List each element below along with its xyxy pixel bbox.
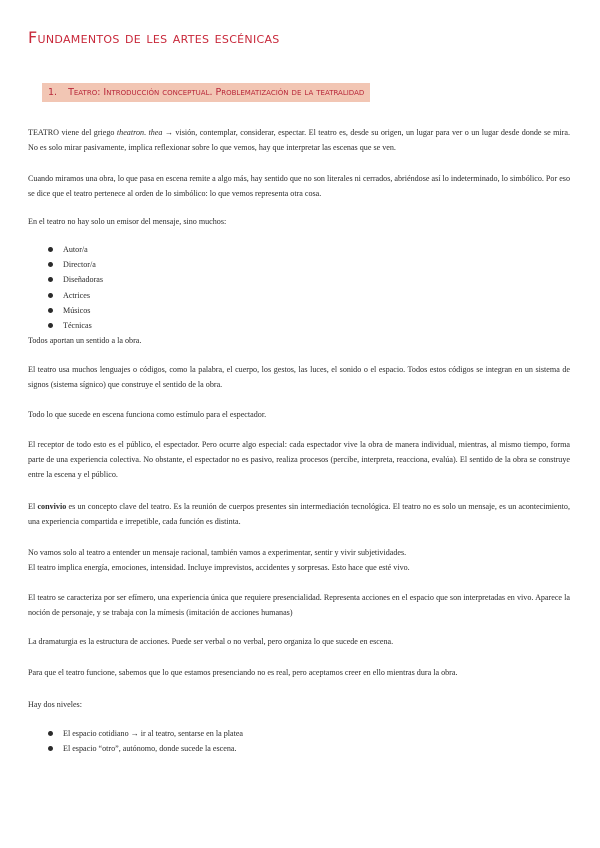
section-heading-text: Teatro: Introducción conceptual. Problematización de la teatralidad xyxy=(68,87,365,98)
paragraph-convention xyxy=(28,665,570,680)
list-item: Actrices xyxy=(28,288,103,303)
p9b-text: El teatro implica energía, emociones, intensidad. Incluye imprevistos, accidentes y sorpresas. Esto hace que esté vivo. xyxy=(28,563,410,572)
list-item: Diseñadoras xyxy=(28,272,103,287)
list-item: Director/a xyxy=(28,257,103,272)
paragraph-levels-intro xyxy=(28,697,570,712)
p4-text: Todos aportan un sentido a la obra. xyxy=(28,336,142,345)
paragraph-meaning xyxy=(28,333,570,348)
p8-term-convivio: convivio xyxy=(37,502,67,511)
p8-text-a: El xyxy=(28,502,38,511)
p1-text-a: TEATRO viene del griego xyxy=(28,128,117,137)
p11-text: La dramaturgia es la estructura de acciones. Puede ser verbal o no verbal, pero organiza lo que sucede en escena. xyxy=(28,637,394,646)
paragraph-ephemeral xyxy=(28,590,570,620)
paragraph-experience xyxy=(28,545,570,575)
list-item: Músicos xyxy=(28,303,103,318)
list-item: El espacio cotidiano → ir al teatro, sentarse en la platea xyxy=(28,726,243,741)
p1-text-e: → visión, contemplar, considerar, espectar. El teatro es, desde su origen, un lugar para ver o un lugar desde donde se mira. No es solo mirar pasivamente, implica reflexionar sobre lo que vemos, hay que interpretar las escenas que se ven. xyxy=(28,128,570,152)
p6-text: Todo lo que sucede en escena funciona como estímulo para el espectador. xyxy=(28,410,267,419)
paragraph-codes xyxy=(28,362,570,392)
paragraph-receiver xyxy=(28,437,570,482)
p5-text: El teatro usa muchos lenguajes o códigos, como la palabra, el cuerpo, los gestos, las luces, el sonido o el espacio. Todos estos códigos se integran en un sistema de signos (sistema sígnico) que construye el sentido de la obra. xyxy=(28,365,570,389)
p3-text: En el teatro no hay solo un emisor del mensaje, sino muchos: xyxy=(28,217,227,226)
section-heading xyxy=(42,83,370,102)
p1-term-thea: thea xyxy=(148,128,163,137)
list-item: Técnicas xyxy=(28,318,103,333)
document-title: Fundamentos de les artes escénicas xyxy=(28,28,280,47)
paragraph-stimulus xyxy=(28,407,570,422)
list-item: Autor/a xyxy=(28,242,103,257)
p13-text: Hay dos niveles: xyxy=(28,700,82,709)
p1-term-theatron: theatron xyxy=(116,128,145,137)
p8-text-c: es un concepto clave del teatro. Es la reunión de cuerpos presentes sin intermediación tecnológica. El teatro no es solo un mensaje, es un acontecimiento, una experiencia compartida e irrepetible, cada función es distinta. xyxy=(28,502,571,526)
paragraph-emitters-intro xyxy=(28,214,570,229)
emitters-list xyxy=(28,242,103,333)
levels-list xyxy=(28,726,243,756)
paragraph-etymology xyxy=(28,125,570,155)
p7-text: El receptor de todo esto es el público, el espectador. Pero ocurre algo especial: cada espectador vive la obra de manera individual, mientras, al mismo tiempo, forma parte de una experiencia colectiva. No obstante, el espectador no es pasivo, realiza procesos (percibe, interpreta, reacciona, evalúa). El sentido de la obra se construye entre la escena y el público. xyxy=(28,440,570,479)
paragraph-convivio xyxy=(28,499,570,529)
section-number: 1. xyxy=(48,87,58,98)
p10-text: El teatro se caracteriza por ser efímero, una experiencia única que requiere presencialidad. Representa acciones en el espacio que son interpretadas en vivo. Aparece la noción de personaje, y se trabaja con la mímesis (imitación de acciones humanas) xyxy=(28,593,570,617)
p2-text: Cuando miramos una obra, lo que pasa en escena remite a algo más, hay sentido que no son literales ni cerrados, abriéndose así lo indeterminado, lo simbólico. Por eso se dice que el teatro pertenece al orden de lo simbólico: lo que vemos representa otra cosa. xyxy=(28,174,570,198)
paragraph-dramaturgy xyxy=(28,634,570,649)
p1-text-c: . xyxy=(144,128,149,137)
p12-text: Para que el teatro funcione, sabemos que lo que estamos presenciando no es real, pero aceptamos creer en ello mientras dura la obra. xyxy=(28,668,458,677)
p9a-text: No vamos solo al teatro a entender un mensaje racional, también vamos a experimentar, sentir y vivir subjetividades. xyxy=(28,548,407,557)
paragraph-symbolic xyxy=(28,171,570,201)
list-item: El espacio “otro”, autónomo, donde sucede la escena. xyxy=(28,741,243,756)
